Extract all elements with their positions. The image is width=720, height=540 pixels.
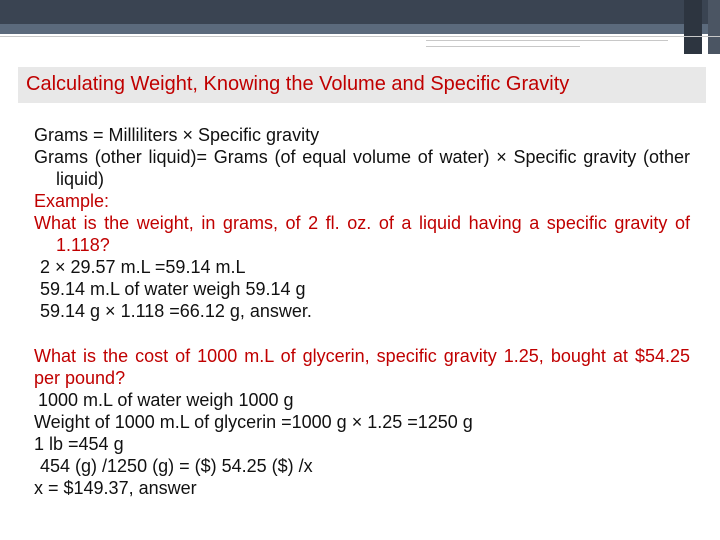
- corner-stripe-mid: [708, 0, 720, 54]
- formula-grams: Grams = Milliliters × Specific gravity: [34, 125, 320, 145]
- spacer: [34, 322, 690, 345]
- slide-top-accent: [0, 24, 720, 34]
- example-label: Example:: [34, 191, 110, 211]
- problem-question: What is the cost of 1000 m.L of glycerin, specific gravity 1.25, bought at $54.25 per pound?: [34, 346, 690, 388]
- slide-body: [34, 124, 690, 499]
- problem-answer: x = $149.37, answer: [34, 478, 197, 498]
- problem-step: Weight of 1000 m.L of glycerin =1000 g × 1.25 =1250 g: [34, 412, 473, 432]
- problem-step: 1000 m.L of water weigh 1000 g: [38, 390, 294, 410]
- example-question: What is the weight, in grams, of 2 fl. oz. of a liquid having a specific gravity of 1.118?: [34, 213, 690, 255]
- corner-stripe-dark: [684, 0, 702, 54]
- decor-line: [426, 46, 580, 47]
- example-step: 59.14 g × 1.118 =66.12 g, answer.: [40, 301, 312, 321]
- slide-top-bar: [0, 0, 720, 24]
- problem-step: 1 lb =454 g: [34, 434, 124, 454]
- problem-step: 454 (g) /1250 (g) = ($) 54.25 ($) /x: [40, 456, 313, 476]
- decor-line: [0, 36, 720, 37]
- example-step: 2 × 29.57 m.L =59.14 m.L: [40, 257, 246, 277]
- example-step: 59.14 m.L of water weigh 59.14 g: [40, 279, 306, 299]
- decor-line: [426, 40, 668, 41]
- slide-title: Calculating Weight, Knowing the Volume and Specific Gravity: [26, 73, 570, 95]
- formula-other-liquid: Grams (other liquid)= Grams (of equal volume of water) × Specific gravity (other liquid): [34, 147, 690, 189]
